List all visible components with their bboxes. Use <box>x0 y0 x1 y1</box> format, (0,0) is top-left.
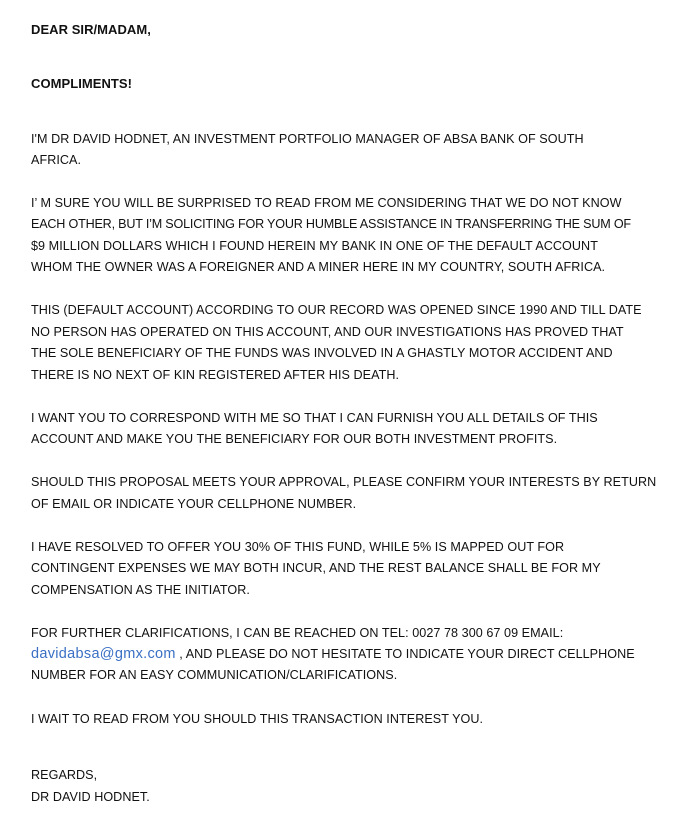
contact-line: NUMBER FOR AN EASY COMMUNICATION/CLARIFICATIONS. <box>31 668 398 682</box>
paragraph-account-line: THIS (DEFAULT ACCOUNT) ACCORDING TO OUR RECORD WAS OPENED SINCE 1990 AND TILL DATE <box>31 303 642 317</box>
paragraph-intro-line: I'M DR DAVID HODNET, AN INVESTMENT PORTFOLIO MANAGER OF ABSA BANK OF SOUTH <box>31 132 584 146</box>
paragraph-approval-line: OF EMAIL OR INDICATE YOUR CELLPHONE NUMBER. <box>31 497 357 511</box>
paragraph-request-line: $9 MILLION DOLLARS WHICH I FOUND HEREIN MY BANK IN ONE OF THE DEFAULT ACCOUNT <box>31 239 598 253</box>
closing: REGARDS, <box>31 768 98 782</box>
contact-prefix: FOR FURTHER CLARIFICATIONS, I CAN BE REACHED ON TEL: <box>31 626 413 640</box>
paragraph-request-line: I’ M SURE YOU WILL BE SURPRISED TO READ FROM ME CONSIDERING THAT WE DO NOT KNOW <box>31 196 622 210</box>
signature: DR DAVID HODNET. <box>31 790 150 804</box>
contact-suffix: , AND PLEASE DO NOT HESITATE TO INDICATE YOUR DIRECT CELLPHONE <box>175 647 635 661</box>
paragraph-correspond-line: ACCOUNT AND MAKE YOU THE BENEFICIARY FOR OUR BOTH INVESTMENT PROFITS. <box>31 432 558 446</box>
paragraph-request-line: WHOM THE OWNER WAS A FOREIGNER AND A MINER HERE IN MY COUNTRY, SOUTH AFRICA. <box>31 260 606 274</box>
paragraph-approval-line: SHOULD THIS PROPOSAL MEETS YOUR APPROVAL, PLEASE CONFIRM YOUR INTERESTS BY RETURN <box>31 475 657 489</box>
paragraph-correspond-line: I WANT YOU TO CORRESPOND WITH ME SO THAT I CAN FURNISH YOU ALL DETAILS OF THIS <box>31 411 598 425</box>
contact-line <box>31 625 563 641</box>
paragraph-account-line: NO PERSON HAS OPERATED ON THIS ACCOUNT, AND OUR INVESTIGATIONS HAS PROVED THAT <box>31 325 624 339</box>
paragraph-closing-request: I WAIT TO READ FROM YOU SHOULD THIS TRANSACTION INTEREST YOU. <box>31 712 484 726</box>
compliments-line: COMPLIMENTS! <box>31 76 132 91</box>
paragraph-offer-line: I HAVE RESOLVED TO OFFER YOU 30% OF THIS FUND, WHILE 5% IS MAPPED OUT FOR <box>31 540 565 554</box>
paragraph-account-line: THE SOLE BENEFICIARY OF THE FUNDS WAS INVOLVED IN A GHASTLY MOTOR ACCIDENT AND <box>31 346 613 360</box>
contact-line <box>31 646 635 662</box>
paragraph-offer-line: CONTINGENT EXPENSES WE MAY BOTH INCUR, AND THE REST BALANCE SHALL BE FOR MY <box>31 561 601 575</box>
phone-number: 0027 78 300 67 09 <box>412 626 519 640</box>
paragraph-intro-line: AFRICA. <box>31 153 82 167</box>
paragraph-request-line: EACH OTHER, BUT I’M SOLICITING FOR YOUR HUMBLE ASSISTANCE IN TRANSFERRING THE SUM OF <box>31 217 631 231</box>
salutation: DEAR SIR/MADAM, <box>31 22 151 37</box>
email-label: EMAIL: <box>518 626 564 640</box>
paragraph-offer-line: COMPENSATION AS THE INITIATOR. <box>31 583 250 597</box>
paragraph-account-line: THERE IS NO NEXT OF KIN REGISTERED AFTER HIS DEATH. <box>31 368 400 382</box>
email-link[interactable]: davidabsa@gmx.com <box>31 646 176 662</box>
